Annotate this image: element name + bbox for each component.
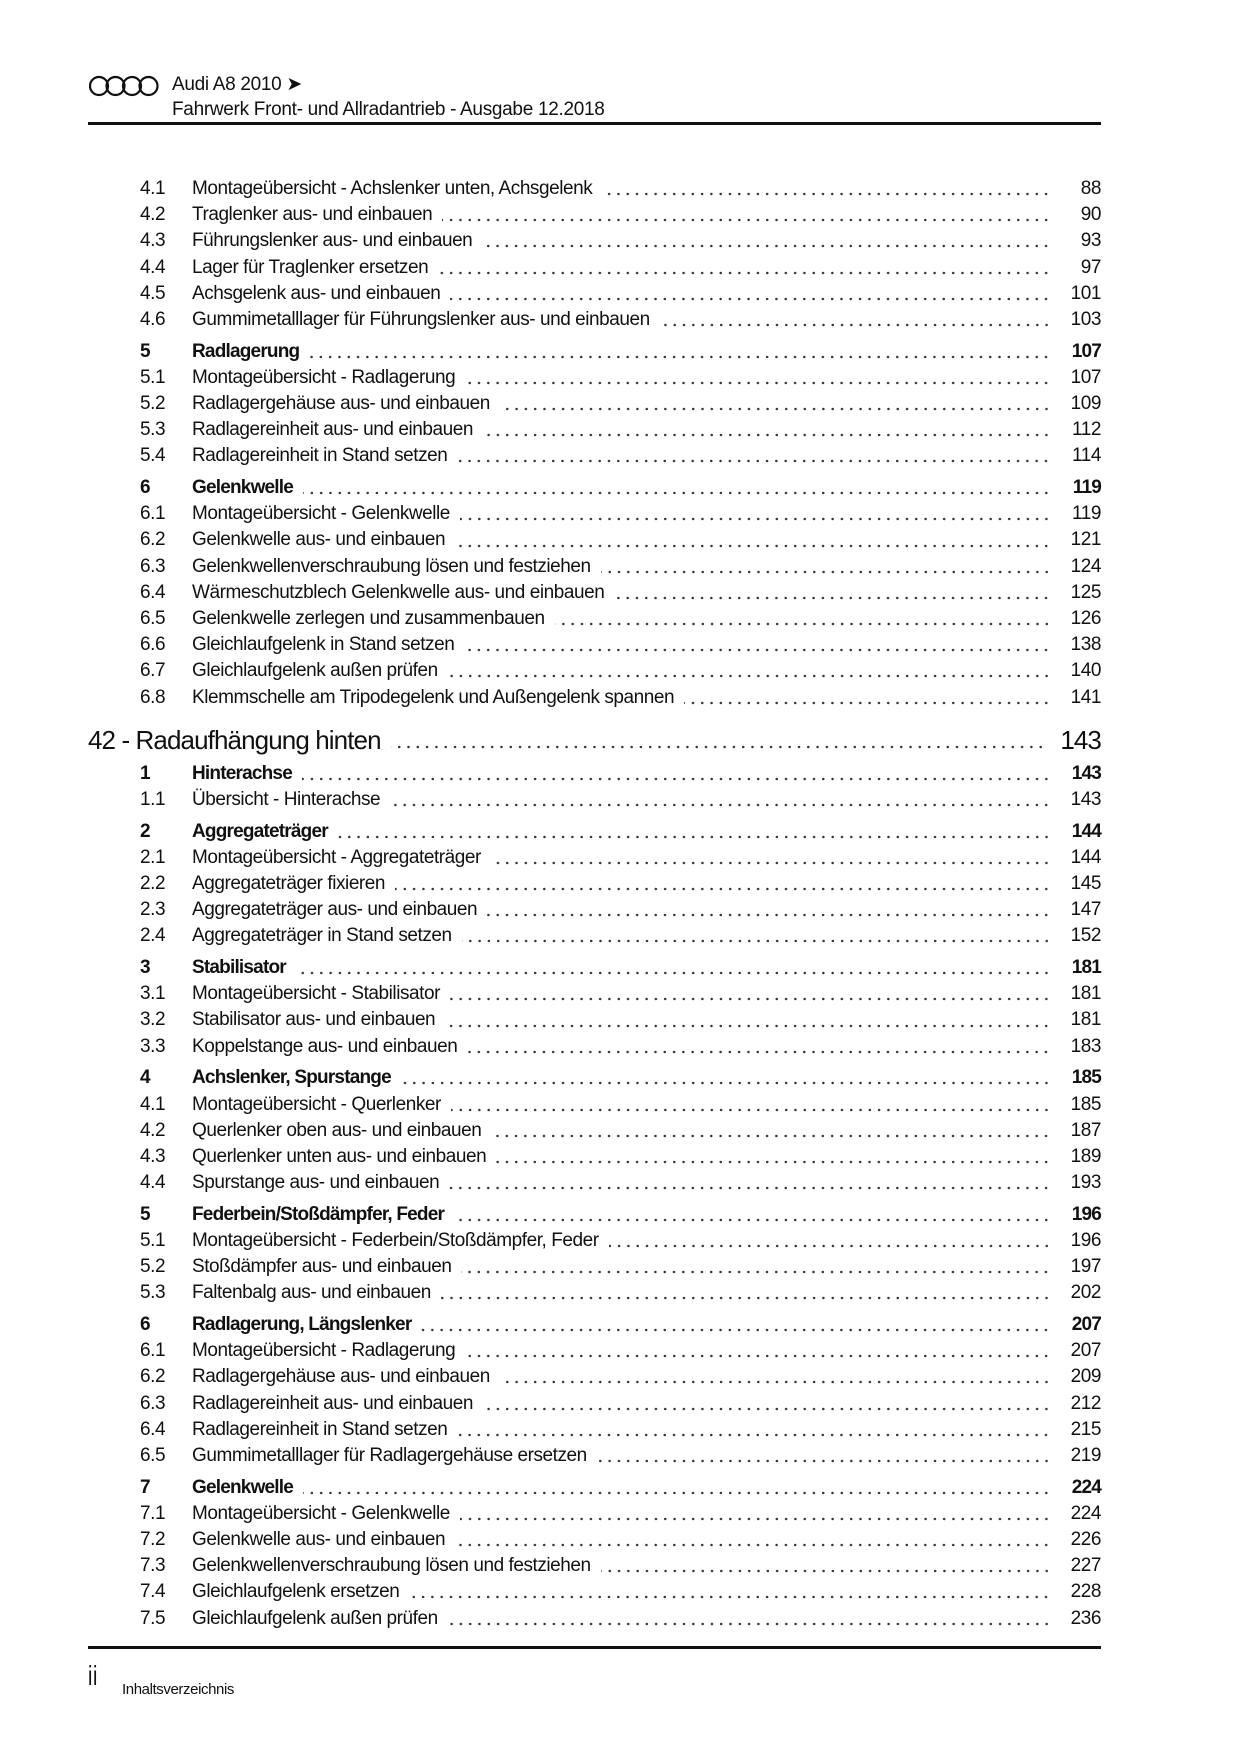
toc-entry-page: 185 (1070, 1093, 1101, 1115)
dot-leader (445, 1024, 1051, 1028)
toc-entry-page: 224 (1071, 1476, 1101, 1498)
dot-leader (390, 803, 1051, 807)
dot-leader (500, 1380, 1051, 1384)
toc-entry-sub[interactable] (88, 228, 1101, 254)
toc-entry-number: 7.4 (140, 1581, 166, 1603)
toc-entry-sub[interactable] (88, 443, 1101, 469)
toc-entry-number: 4.1 (140, 178, 166, 199)
toc-entry-sub[interactable] (88, 365, 1101, 391)
dot-leader (296, 971, 1051, 975)
audi-rings-logo (89, 75, 159, 97)
toc-entry-page: 193 (1070, 1172, 1101, 1194)
toc-entry-page: 219 (1070, 1444, 1101, 1466)
toc-entry-page: 112 (1072, 419, 1101, 441)
toc-entry-page: 119 (1072, 477, 1101, 499)
toc-entry-section[interactable] (88, 1312, 1101, 1338)
toc-entry-sub[interactable] (88, 1553, 1101, 1579)
footer-page-number: ii (88, 1660, 99, 1691)
toc-entry-page: 93 (1080, 230, 1101, 252)
toc-entry-title: Montageübersicht - Radlagerung (192, 1340, 456, 1362)
toc-entry-number: 3.3 (140, 1035, 166, 1057)
toc-entry-page: 119 (1072, 503, 1101, 525)
toc-entry-title: Gelenkwellenverschraubung lösen und festziehen (192, 1555, 591, 1577)
toc-entry-title: Aggregateträger aus- und einbauen (192, 899, 478, 921)
footer-section-title: Inhaltsverzeichnis (122, 1681, 235, 1698)
toc-entry-page: 141 (1070, 686, 1101, 708)
toc-entry-page: 143 (1070, 788, 1101, 810)
table-of-contents (88, 176, 1101, 1632)
toc-entry-page: 107 (1071, 340, 1101, 362)
toc-entry-title: Lager für Traglenker ersetzen (192, 256, 429, 278)
toc-entry-page: 209 (1070, 1366, 1101, 1388)
toc-entry-number: 4 (140, 1067, 150, 1089)
toc-entry-chapter[interactable] (88, 724, 1101, 757)
toc-entry-title: Gummimetalllager für Radlagergehäuse ersetzen (192, 1444, 587, 1466)
toc-entry-number: 4.2 (140, 204, 166, 226)
toc-entry-page: 144 (1070, 846, 1101, 868)
toc-entry-section[interactable] (88, 1065, 1101, 1091)
toc-entry-number: 6.6 (140, 634, 166, 656)
toc-entry-number: 4.1 (140, 1093, 166, 1115)
dot-leader (401, 1081, 1051, 1085)
toc-entry-sub[interactable] (88, 658, 1101, 684)
toc-entry-number: 6.5 (140, 608, 166, 629)
toc-entry-page: 97 (1080, 256, 1101, 278)
toc-entry-title: Querlenker unten aus- und einbauen (192, 1145, 487, 1167)
toc-entry-title: Montageübersicht - Gelenkwelle (192, 503, 450, 525)
toc-entry-number: 7.2 (140, 1529, 166, 1550)
dot-leader (460, 517, 1051, 521)
toc-entry-number: 5 (140, 340, 150, 362)
dot-leader (614, 596, 1051, 600)
dot-leader (555, 622, 1051, 626)
toc-entry-section[interactable] (88, 955, 1101, 981)
toc-entry-page: 152 (1070, 925, 1101, 947)
toc-entry-page: 109 (1070, 393, 1101, 414)
toc-entry-number: 4.2 (140, 1119, 166, 1141)
toc-entry-title: Radlagereinheit aus- und einbauen (192, 1392, 473, 1414)
dot-leader (487, 913, 1051, 917)
dot-leader (491, 861, 1051, 865)
toc-entry-number: 3.2 (140, 1009, 166, 1031)
dot-leader (303, 491, 1051, 495)
dot-leader (442, 218, 1051, 222)
toc-entry-title: Gleichlaufgelenk außen prüfen (192, 1607, 438, 1629)
toc-entry-title: Radlagerung, Längslenker (192, 1314, 412, 1335)
toc-entry-title: Gleichlaufgelenk in Stand setzen (192, 634, 455, 656)
toc-entry-page: 125 (1070, 581, 1101, 603)
toc-entry-title: Klemmschelle am Tripodegelenk und Außengelenk spannen (192, 686, 675, 708)
dot-leader (464, 648, 1051, 652)
toc-entry-sub[interactable] (88, 255, 1101, 281)
dot-leader (303, 1491, 1051, 1495)
toc-entry-sub[interactable] (88, 606, 1101, 632)
toc-entry-sub[interactable] (88, 202, 1101, 228)
toc-entry-sub[interactable] (88, 685, 1101, 711)
toc-entry-number: 4.3 (140, 230, 166, 252)
toc-entry-title: Aggregateträger in Stand setzen (192, 925, 452, 947)
toc-entry-title: Achslenker, Spurstange (192, 1067, 391, 1089)
toc-entry-sub[interactable] (88, 845, 1101, 871)
toc-entry-page: 228 (1070, 1581, 1101, 1603)
toc-entry-number: 2.1 (140, 846, 166, 868)
toc-entry-title: Federbein/Stoßdämpfer, Feder (192, 1203, 445, 1225)
toc-entry-title: 42 - Radaufhängung hinten (88, 724, 381, 755)
toc-entry-sub[interactable] (88, 1606, 1101, 1632)
toc-entry-sub[interactable] (88, 1092, 1101, 1118)
toc-entry-number: 2.4 (140, 925, 166, 947)
toc-entry-title: Gelenkwelle (192, 1476, 294, 1498)
toc-entry-number: 5 (140, 1203, 150, 1225)
toc-entry-page: 181 (1070, 983, 1101, 1005)
toc-entry-sub[interactable] (88, 1007, 1101, 1033)
toc-entry-title: Gelenkwellenverschraubung lösen und festziehen (192, 555, 591, 577)
toc-entry-sub[interactable] (88, 1443, 1101, 1469)
toc-entry-title: Radlagereinheit in Stand setzen (192, 1418, 448, 1440)
toc-entry-number: 4.3 (140, 1145, 166, 1167)
toc-entry-section[interactable] (88, 819, 1101, 845)
toc-entry-title: Radlagergehäuse aus- und einbauen (192, 1366, 490, 1388)
toc-entry-page: 181 (1071, 957, 1101, 979)
toc-entry-number: 5.1 (140, 1229, 166, 1251)
toc-entry-sub[interactable] (88, 1144, 1101, 1170)
toc-entry-title: Montageübersicht - Aggregateträger (192, 846, 481, 868)
toc-entry-page: 143 (1060, 724, 1101, 755)
toc-entry-title: Montageübersicht - Querlenker (192, 1093, 441, 1115)
toc-entry-title: Montageübersicht - Stabilisator (192, 983, 440, 1005)
toc-entry-number: 7.1 (140, 1502, 166, 1524)
dot-leader (395, 887, 1051, 891)
toc-entry-title: Spurstange aus- und einbauen (192, 1172, 440, 1194)
dot-leader (457, 459, 1051, 463)
toc-entry-title: Aggregateträger (192, 820, 328, 842)
toc-entry-title: Führungslenker aus- und einbauen (192, 230, 473, 252)
toc-entry-page: 189 (1070, 1145, 1101, 1167)
toc-entry-page: 187 (1070, 1119, 1101, 1141)
toc-entry-number: 4.4 (140, 256, 166, 278)
toc-entry-sub[interactable] (88, 632, 1101, 658)
dot-leader (448, 674, 1051, 678)
toc-entry-title: Gleichlaufgelenk ersetzen (192, 1581, 400, 1603)
toc-entry-number: 6 (140, 477, 150, 499)
dot-leader (309, 355, 1051, 359)
header-subtitle: Fahrwerk Front- und Allradantrieb - Ausgabe 12.2018 (172, 99, 605, 120)
toc-entry-number: 6.2 (140, 1366, 166, 1388)
toc-entry-number: 6.3 (140, 555, 166, 577)
dot-leader (338, 835, 1051, 839)
toc-entry-sub[interactable] (88, 554, 1101, 580)
toc-entry-number: 6.4 (140, 581, 166, 603)
toc-entry-title: Koppelstange aus- und einbauen (192, 1035, 458, 1057)
dot-leader (462, 939, 1051, 943)
toc-entry-page: 90 (1080, 204, 1101, 226)
toc-entry-number: 2 (140, 820, 150, 842)
toc-entry-sub[interactable] (88, 1170, 1101, 1196)
toc-entry-number: 3.1 (140, 983, 166, 1005)
toc-entry-sub[interactable] (88, 1364, 1101, 1390)
toc-entry-number: 7.5 (140, 1607, 166, 1629)
dot-leader (465, 1354, 1051, 1358)
toc-entry-page: 183 (1070, 1035, 1101, 1057)
toc-entry-sub[interactable] (88, 787, 1101, 813)
toc-entry-sub[interactable] (88, 307, 1101, 333)
toc-entry-number: 6.8 (140, 686, 166, 708)
toc-entry-number: 7 (140, 1476, 150, 1498)
dot-leader (467, 1050, 1051, 1054)
toc-entry-title: Achsgelenk aus- und einbauen (192, 282, 441, 304)
toc-entry-sub[interactable] (88, 1118, 1101, 1144)
toc-entry-sub[interactable] (88, 176, 1101, 202)
toc-entry-sub[interactable] (88, 1254, 1101, 1280)
toc-entry-page: 144 (1071, 820, 1101, 842)
dot-leader (450, 997, 1051, 1001)
toc-entry-sub[interactable] (88, 1391, 1101, 1417)
toc-entry-title: Hinterachse (192, 762, 292, 784)
toc-entry-sub[interactable] (88, 501, 1101, 527)
dot-leader (455, 544, 1051, 548)
toc-entry-sub[interactable] (88, 1417, 1101, 1443)
toc-entry-page: 236 (1070, 1607, 1101, 1629)
toc-entry-page: 107 (1070, 366, 1101, 388)
toc-entry-section[interactable] (88, 1202, 1101, 1228)
dot-leader (455, 1543, 1051, 1547)
dot-leader (454, 1218, 1051, 1222)
toc-entry-page: 101 (1070, 282, 1101, 304)
toc-entry-sub[interactable] (88, 527, 1101, 553)
toc-entry-title: Montageübersicht - Achslenker unten, Achsgelenk (192, 178, 593, 199)
toc-entry-title: Montageübersicht - Federbein/Stoßdämpfer, Feder (192, 1229, 599, 1251)
toc-entry-page: 140 (1070, 660, 1101, 682)
toc-entry-number: 5.3 (140, 1282, 166, 1304)
dot-leader (448, 1622, 1051, 1626)
toc-entry-number: 5.1 (140, 366, 166, 388)
toc-entry-number: 5.3 (140, 419, 166, 441)
toc-entry-sub[interactable] (88, 897, 1101, 923)
toc-entry-title: Radlagereinheit aus- und einbauen (192, 419, 473, 441)
toc-entry-page: 224 (1070, 1502, 1101, 1524)
toc-entry-title: Gummimetalllager für Führungslenker aus- und einbauen (192, 308, 650, 330)
dot-leader (660, 323, 1051, 327)
header-divider (88, 122, 1101, 125)
toc-entry-page: 114 (1072, 445, 1101, 467)
header-model: Audi A8 2010 ➤ (172, 74, 303, 95)
toc-entry-page: 143 (1071, 762, 1101, 784)
toc-entry-title: Querlenker oben aus- und einbauen (192, 1119, 482, 1141)
toc-entry-title: Stabilisator (192, 957, 286, 979)
toc-entry-section[interactable] (88, 475, 1101, 501)
dot-leader (684, 701, 1051, 705)
toc-entry-title: Gleichlaufgelenk außen prüfen (192, 660, 438, 682)
toc-entry-page: 197 (1070, 1256, 1101, 1278)
toc-entry-title: Montageübersicht - Radlagerung (192, 366, 456, 388)
dot-leader (450, 297, 1051, 301)
toc-entry-page: 207 (1071, 1314, 1101, 1335)
toc-entry-page: 185 (1071, 1067, 1101, 1089)
dot-leader (449, 1186, 1051, 1190)
toc-entry-sub[interactable] (88, 281, 1101, 307)
footer-divider (88, 1646, 1101, 1649)
toc-entry-page: 207 (1070, 1340, 1101, 1362)
toc-entry-number: 2.3 (140, 899, 166, 921)
toc-entry-number: 1 (140, 762, 150, 784)
toc-entry-number: 6.4 (140, 1418, 166, 1440)
toc-entry-page: 121 (1070, 529, 1101, 551)
toc-entry-number: 3 (140, 957, 150, 979)
toc-entry-page: 147 (1070, 899, 1101, 921)
dot-leader (500, 407, 1051, 411)
dot-leader (482, 244, 1051, 248)
dot-leader (438, 271, 1051, 275)
toc-entry-page: 145 (1070, 873, 1101, 894)
toc-entry-number: 4.5 (140, 282, 166, 304)
toc-entry-title: Radlagergehäuse aus- und einbauen (192, 393, 490, 414)
toc-entry-number: 2.2 (140, 873, 166, 894)
toc-entry-page: 124 (1070, 555, 1101, 577)
toc-entry-number: 6.5 (140, 1444, 166, 1466)
toc-entry-sub[interactable] (88, 871, 1101, 897)
toc-entry-number: 4.4 (140, 1172, 166, 1194)
toc-entry-sub[interactable] (88, 1228, 1101, 1254)
dot-leader (491, 1134, 1051, 1138)
toc-entry-title: Aggregateträger fixieren (192, 873, 386, 894)
toc-entry-title: Stabilisator aus- und einbauen (192, 1009, 436, 1031)
toc-entry-sub[interactable] (88, 391, 1101, 417)
toc-entry-title: Gelenkwelle aus- und einbauen (192, 1529, 446, 1550)
toc-entry-page: 212 (1070, 1392, 1101, 1414)
dot-leader (391, 745, 1045, 749)
toc-entry-title: Wärmeschutzblech Gelenkwelle aus- und einbauen (192, 581, 605, 603)
toc-entry-page: 88 (1080, 178, 1101, 199)
toc-entry-title: Gelenkwelle (192, 477, 294, 499)
toc-entry-title: Montageübersicht - Gelenkwelle (192, 1502, 450, 1524)
toc-entry-sub[interactable] (88, 923, 1101, 949)
toc-entry-number: 6.2 (140, 529, 166, 551)
toc-entry-sub[interactable] (88, 1579, 1101, 1605)
toc-entry-title: Traglenker aus- und einbauen (192, 204, 433, 226)
toc-entry-sub[interactable] (88, 1280, 1101, 1306)
toc-entry-sub[interactable] (88, 1338, 1101, 1364)
toc-entry-sub[interactable] (88, 1501, 1101, 1527)
toc-entry-sub[interactable] (88, 981, 1101, 1007)
dot-leader (409, 1595, 1051, 1599)
dot-leader (496, 1160, 1051, 1164)
dot-leader (457, 1433, 1051, 1437)
dot-leader (441, 1296, 1051, 1300)
toc-entry-title: Übersicht - Hinterachse (192, 788, 381, 810)
toc-entry-title: Gelenkwelle zerlegen und zusammenbauen (192, 608, 545, 629)
dot-leader (302, 777, 1051, 781)
toc-entry-page: 227 (1070, 1555, 1101, 1577)
toc-entry-title: Stoßdämpfer aus- und einbauen (192, 1256, 452, 1278)
toc-entry-number: 6.1 (140, 1340, 166, 1362)
dot-leader (460, 1517, 1051, 1521)
toc-entry-section[interactable] (88, 339, 1101, 365)
toc-entry-sub[interactable] (88, 1527, 1101, 1553)
toc-entry-section[interactable] (88, 761, 1101, 787)
toc-entry-title: Radlagereinheit in Stand setzen (192, 445, 448, 467)
toc-entry-title: Gelenkwelle aus- und einbauen (192, 529, 446, 551)
toc-entry-number: 7.3 (140, 1555, 166, 1577)
dot-leader (461, 1270, 1051, 1274)
toc-entry-number: 5.4 (140, 445, 166, 467)
toc-entry-page: 196 (1071, 1203, 1101, 1225)
toc-entry-number: 4.6 (140, 308, 166, 330)
toc-entry-page: 138 (1070, 634, 1101, 656)
toc-entry-title: Radlagerung (192, 340, 300, 362)
toc-entry-page: 226 (1070, 1529, 1101, 1550)
toc-entry-number: 5.2 (140, 393, 166, 414)
toc-entry-page: 181 (1070, 1009, 1101, 1031)
toc-entry-number: 6.7 (140, 660, 166, 682)
dot-leader (609, 1244, 1051, 1248)
toc-entry-sub[interactable] (88, 580, 1101, 606)
toc-entry-page: 196 (1070, 1229, 1101, 1251)
toc-entry-page: 215 (1070, 1418, 1101, 1440)
dot-leader (483, 433, 1051, 437)
toc-entry-sub[interactable] (88, 417, 1101, 443)
toc-entry-sub[interactable] (88, 1034, 1101, 1060)
toc-entry-page: 103 (1070, 308, 1101, 330)
toc-entry-number: 1.1 (140, 788, 166, 810)
toc-entry-number: 6.3 (140, 1392, 166, 1414)
toc-entry-section[interactable] (88, 1475, 1101, 1501)
dot-leader (602, 192, 1051, 196)
dot-leader (451, 1108, 1051, 1112)
dot-leader (597, 1459, 1051, 1463)
dot-leader (601, 1569, 1051, 1573)
dot-leader (421, 1328, 1051, 1332)
toc-entry-title: Faltenbalg aus- und einbauen (192, 1282, 431, 1304)
toc-entry-number: 6 (140, 1314, 150, 1335)
dot-leader (465, 381, 1051, 385)
dot-leader (483, 1407, 1051, 1411)
toc-entry-page: 126 (1070, 608, 1101, 629)
dot-leader (601, 570, 1051, 574)
toc-entry-number: 6.1 (140, 503, 166, 525)
toc-entry-number: 5.2 (140, 1256, 166, 1278)
toc-entry-page: 202 (1070, 1282, 1101, 1304)
